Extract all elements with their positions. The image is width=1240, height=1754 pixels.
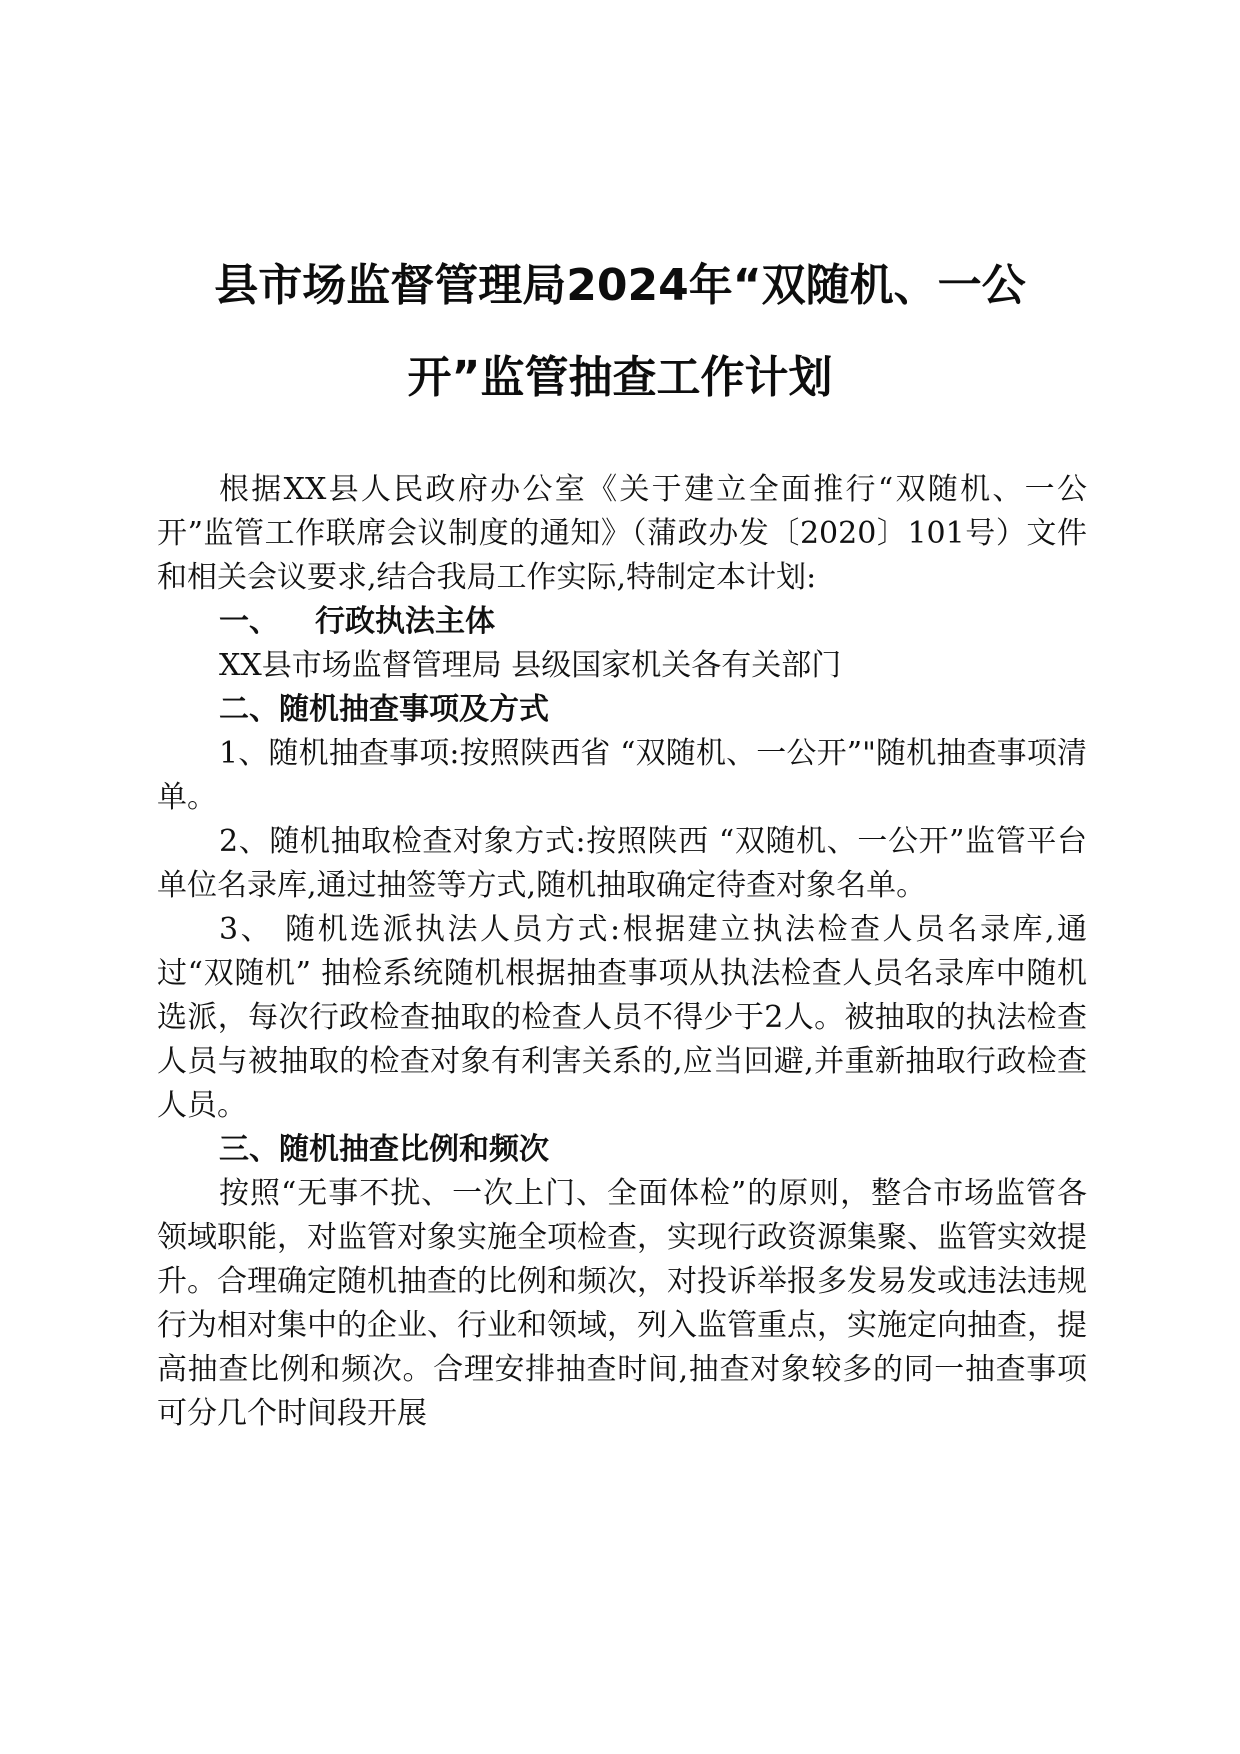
- document-title-line-1: 县市场监督管理局2024年“双随机、一公: [214, 260, 1026, 311]
- section-2-item-2: 2、随机抽取检查对象方式:按照陕西 “双随机、一公开”监管平台单位名录库,通过抽签等方式,随机抽取确定待查对象名单。: [157, 824, 1087, 903]
- section-3-heading: 三、随机抽查比例和频次: [219, 1132, 549, 1167]
- section-3-content: 按照“无事不扰、一次上门、全面体检”的原则，整合市场监管各领域职能，对监管对象实施全项检查，实现行政资源集聚、监管实效提升。合理确定随机抽查的比例和频次，对投诉举报多发易发或违法违规行为相对集中的企业、行业和领域，列入监管重点，实施定向抽查，提高抽查比例和频次。合理安排抽查时间,抽查对象较多的同一抽查事项可分几个时间段开展: [157, 1176, 1087, 1431]
- document-body: [157, 468, 1087, 1436]
- document-title-line-2: 开”监管抽查工作计划: [407, 352, 833, 403]
- section-2-heading: 二、随机抽查事项及方式: [219, 692, 549, 727]
- section-1-heading: [157, 600, 1087, 644]
- intro-paragraph: 根据XX县人民政府办公室《关于建立全面推行“双随机、一公开”监管工作联席会议制度的通知》（蒲政办发〔2020〕101号）文件和相关会议要求,结合我局工作实际,特制定本计划:: [157, 472, 1087, 595]
- section-2-item-3: 3、 随机选派执法人员方式:根据建立执法检查人员名录库,通过“双随机” 抽检系统随机根据抽查事项从执法检查人员名录库中随机选派，每次行政检查抽取的检查人员不得少于2人。被抽取的执法检查人员与被抽取的检查对象有利害关系的,应当回避,并重新抽取行政检查人员。: [157, 912, 1087, 1123]
- section-1-content: XX县市场监督管理局 县级国家机关各有关部门: [219, 648, 842, 683]
- section-2-item-1: 1、随机抽查事项:按照陕西省 “双随机、一公开”"随机抽查事项清单。: [157, 736, 1087, 815]
- section-1-number: 一、: [219, 604, 279, 639]
- section-1-title: 行政执法主体: [315, 604, 495, 639]
